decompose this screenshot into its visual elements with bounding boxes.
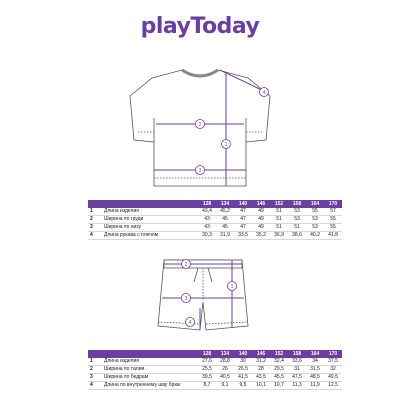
size-col: 134 xyxy=(216,200,234,208)
table-row xyxy=(88,232,342,240)
table-cell: 47,5 xyxy=(288,374,306,382)
table-cell: 33,5 xyxy=(234,232,252,240)
size-col: 128 xyxy=(198,350,216,358)
table-cell: 51 xyxy=(288,224,306,232)
table-cell: 53 xyxy=(288,216,306,224)
table-cell: 30,3 xyxy=(198,232,216,240)
table-cell: 43 xyxy=(198,224,216,232)
table-cell: 9,5 xyxy=(234,382,252,390)
table-cell: 43,4 xyxy=(198,208,216,216)
table-cell: 26 xyxy=(216,366,234,374)
table-cell: Длина изделия xyxy=(102,208,198,216)
table-cell: 45,2 xyxy=(216,208,234,216)
table-cell: Длина изделия xyxy=(102,358,198,366)
shorts-callout-2: 2 xyxy=(184,262,188,268)
table-cell: 47 xyxy=(234,216,252,224)
table-row xyxy=(88,208,342,216)
table-cell: 31,9 xyxy=(216,232,234,240)
table-cell: 1 xyxy=(88,358,102,366)
size-col: 146 xyxy=(252,350,270,358)
table-cell: 38,6 xyxy=(288,232,306,240)
tshirt-drawing xyxy=(120,58,280,193)
table-cell: Длина по внутреннему шву брюк xyxy=(102,382,198,390)
table-cell: Ширина по талии xyxy=(102,366,198,374)
table-cell: 49,5 xyxy=(324,374,342,382)
tshirt-callout-3: 3 xyxy=(198,168,202,174)
table-cell: 55 xyxy=(324,216,342,224)
table-cell: 43,5 xyxy=(252,374,270,382)
table-cell: 41,5 xyxy=(234,374,252,382)
table-cell: 28 xyxy=(252,366,270,374)
table-header-cell xyxy=(88,200,198,208)
table-cell: 27,6 xyxy=(198,358,216,366)
table-cell: 26,5 xyxy=(234,366,252,374)
table-cell: 8,7 xyxy=(198,382,216,390)
table-cell: 34 xyxy=(306,358,324,366)
tshirt-size-header xyxy=(88,200,342,208)
shorts-size-header xyxy=(88,350,342,358)
table-cell: 29,5 xyxy=(270,366,288,374)
size-col: 152 xyxy=(270,350,288,358)
table-cell: 4 xyxy=(88,382,102,390)
tshirt-callout-1: 1 xyxy=(224,142,228,148)
table-cell: 12,5 xyxy=(324,382,342,390)
table-cell: 49 xyxy=(252,224,270,232)
table-cell: 31,2 xyxy=(252,358,270,366)
table-cell: 47 xyxy=(234,208,252,216)
table-cell: 53 xyxy=(306,224,324,232)
table-cell: 40,2 xyxy=(306,232,324,240)
table-cell: 25,5 xyxy=(198,366,216,374)
table-cell: 4 xyxy=(88,232,102,240)
table-cell: 11,9 xyxy=(306,382,324,390)
table-cell: 31,5 xyxy=(306,366,324,374)
table-cell: 33,6 xyxy=(288,358,306,366)
shorts-callout-1: 1 xyxy=(230,284,234,290)
table-cell: 41,8 xyxy=(324,232,342,240)
table-cell: 10,7 xyxy=(270,382,288,390)
table-cell: 43 xyxy=(198,216,216,224)
table-cell: 9,1 xyxy=(216,382,234,390)
table-cell: 53 xyxy=(306,216,324,224)
size-col: 158 xyxy=(288,200,306,208)
size-col: 140 xyxy=(234,200,252,208)
table-row xyxy=(88,382,342,390)
table-header-cell xyxy=(88,350,198,358)
table-cell: 37,5 xyxy=(324,358,342,366)
table-cell: 40,5 xyxy=(216,374,234,382)
table-cell: 3 xyxy=(88,224,102,232)
table-row xyxy=(88,216,342,224)
tshirt-callout-4: 4 xyxy=(262,90,266,96)
table-cell: 30 xyxy=(234,358,252,366)
shorts-drawing xyxy=(148,252,258,342)
table-cell: 28,8 xyxy=(216,358,234,366)
table-row xyxy=(88,374,342,382)
table-row xyxy=(88,366,342,374)
table-cell: 53 xyxy=(288,208,306,216)
size-col: 164 xyxy=(306,350,324,358)
table-cell: 2 xyxy=(88,216,102,224)
size-col: 158 xyxy=(288,350,306,358)
table-cell: 57 xyxy=(324,208,342,216)
table-cell: 55 xyxy=(306,208,324,216)
brand-logo: playToday xyxy=(140,14,260,39)
size-col: 140 xyxy=(234,350,252,358)
table-cell: 31 xyxy=(288,366,306,374)
table-cell: 32 xyxy=(324,366,342,374)
table-cell: 51 xyxy=(270,208,288,216)
table-cell: 2 xyxy=(88,366,102,374)
size-col: 164 xyxy=(306,200,324,208)
table-cell: 39,5 xyxy=(198,374,216,382)
size-col: 128 xyxy=(198,200,216,208)
table-cell: 3 xyxy=(88,374,102,382)
size-col: 170 xyxy=(324,350,342,358)
table-cell: 48,5 xyxy=(306,374,324,382)
shorts-callout-4: 4 xyxy=(188,320,192,326)
table-cell: 49 xyxy=(252,216,270,224)
table-cell: 36,9 xyxy=(270,232,288,240)
table-cell: 55 xyxy=(324,224,342,232)
size-col: 170 xyxy=(324,200,342,208)
table-cell: 35,2 xyxy=(252,232,270,240)
table-cell: 49 xyxy=(252,208,270,216)
table-cell: Ширина по груди xyxy=(102,216,198,224)
table-cell: Ширина по бедрам xyxy=(102,374,198,382)
table-cell: Ширина по низу xyxy=(102,224,198,232)
table-row xyxy=(88,358,342,366)
table-cell: 45 xyxy=(216,224,234,232)
shorts-callout-3: 3 xyxy=(184,296,188,302)
table-cell: 47 xyxy=(234,224,252,232)
tshirt-callout-2: 2 xyxy=(198,122,202,128)
size-col: 134 xyxy=(216,350,234,358)
tshirt-size-table xyxy=(88,200,342,240)
table-cell: 51 xyxy=(270,224,288,232)
table-cell: 51 xyxy=(270,216,288,224)
table-cell: 45,5 xyxy=(270,374,288,382)
table-cell: 10,1 xyxy=(252,382,270,390)
shorts-size-table xyxy=(88,350,342,390)
table-cell: 45 xyxy=(216,216,234,224)
size-col: 146 xyxy=(252,200,270,208)
size-col: 152 xyxy=(270,200,288,208)
table-cell: 1 xyxy=(88,208,102,216)
table-row xyxy=(88,224,342,232)
table-cell: Длина рукава с плечом xyxy=(102,232,198,240)
table-cell: 11,3 xyxy=(288,382,306,390)
table-cell: 32,4 xyxy=(270,358,288,366)
